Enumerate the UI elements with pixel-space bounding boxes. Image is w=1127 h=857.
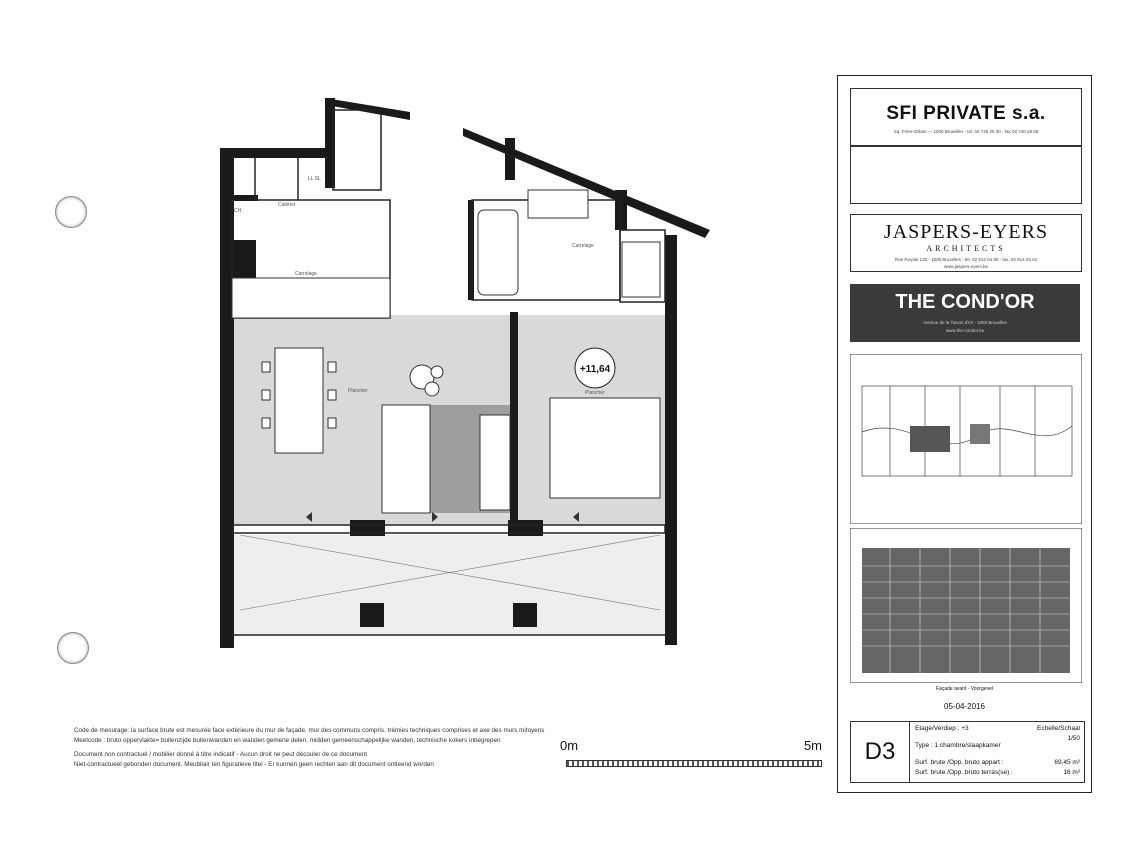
label-closet: Cabinet — [278, 202, 296, 208]
scale-end: 5m — [803, 738, 822, 753]
architect-web: www.jaspers-eyers.be — [943, 264, 988, 269]
level-marker — [575, 348, 615, 388]
label-living-floor: Plancher — [348, 388, 368, 394]
bed — [550, 398, 660, 498]
project-web: www.the-condor.be — [945, 328, 985, 333]
developer-address: Sq. Frère-Orban — 1000 Bruxelles - tel. 02 740 29 30 - fax 02 740 29 59 — [893, 129, 1039, 134]
architect-subtitle: ARCHITECTS — [926, 244, 1006, 253]
area-terrace-value: 16 m² — [1063, 769, 1080, 776]
label-ll-sl: LL SL — [308, 176, 321, 182]
scale-value: 1/50 — [1067, 735, 1080, 742]
bathtub — [478, 210, 518, 295]
coffee-table — [480, 415, 510, 510]
scale-track — [566, 760, 822, 767]
sofa — [382, 405, 430, 513]
architect-address: Rue Royale 130 - 1000 Bruxelles - tel. 02 512 04 80 - fax. 02 514 04 02 — [894, 257, 1038, 262]
legend — [74, 726, 614, 770]
unit-code: D3 — [851, 722, 910, 782]
legend-line-4: Niet-contractueel gebonden document. Meubilair ten figuratieve titel - Er kunnen geen rechten aan dit document ontleend worden — [74, 761, 434, 768]
project-name: THE COND'OR — [895, 291, 1035, 313]
title-block — [837, 75, 1092, 793]
type-label: Type : 1 chambre/slaapkamer — [915, 742, 1001, 749]
label-hall: Carrelage — [295, 271, 317, 277]
project-banner — [850, 284, 1080, 342]
plan-date: 05-04-2016 — [944, 702, 985, 711]
scale-label: Echelle/Schaal — [1037, 725, 1080, 732]
facade-caption: Façade avant - Voorgevel — [936, 686, 993, 692]
terrace-floor — [232, 535, 665, 635]
dining-table — [275, 348, 323, 453]
floor-label: Etage/Verdiep : +3 — [915, 725, 969, 732]
developer-name: SFI PRIVATE s.a. — [886, 103, 1046, 124]
area-apartment-value: 69,45 m² — [1054, 759, 1080, 766]
legend-line-2: Meetcode : bruto oppervlakte= buitenzijde buitenwanden en wanden gemene delen, midden gemeenschappelijke wanden, technische kokers inbegrepen — [74, 737, 501, 744]
architect-box — [850, 214, 1082, 272]
facade-thumbnail — [850, 528, 1082, 683]
blank-box — [850, 146, 1082, 204]
project-address: Avenue de la Toison d'Or - 1050 Bruxelles — [923, 320, 1007, 325]
kitchen-counter — [232, 278, 390, 318]
unit-info-box — [850, 721, 1085, 783]
label-ch: CH. — [234, 208, 243, 214]
scale-bar — [560, 738, 832, 778]
level-marker-text: +11,64 — [579, 364, 611, 375]
label-bedroom-floor: Plancher — [585, 390, 605, 396]
floor-plan — [210, 90, 720, 665]
sink-counter — [528, 190, 588, 218]
area-terrace-label: Surf. brute /Opp. bruto terras(se) : — [915, 769, 1013, 776]
punch-hole-top — [55, 196, 87, 228]
legend-line-3: Document non contractuel / mobilier donné à titre indicatif - Aucun droit ne peut découler de ce document — [74, 751, 367, 758]
site-plan-thumbnail — [850, 354, 1082, 524]
developer-box — [850, 88, 1082, 146]
shower — [622, 242, 660, 297]
legend-line-1: Code de mesurage: la surface brute est mesurée face extérieure du mur de façade, mur des communs compris, trémies techniques comprises et axe des murs mitoyens — [74, 727, 545, 734]
scale-start: 0m — [560, 738, 579, 753]
punch-hole-bottom — [57, 632, 89, 664]
label-bathroom: Carrelage — [572, 243, 594, 249]
area-apartment-label: Surf. brute /Opp. bruto appart : — [915, 759, 1004, 766]
architect-name: JASPERS-EYERS — [883, 221, 1049, 243]
